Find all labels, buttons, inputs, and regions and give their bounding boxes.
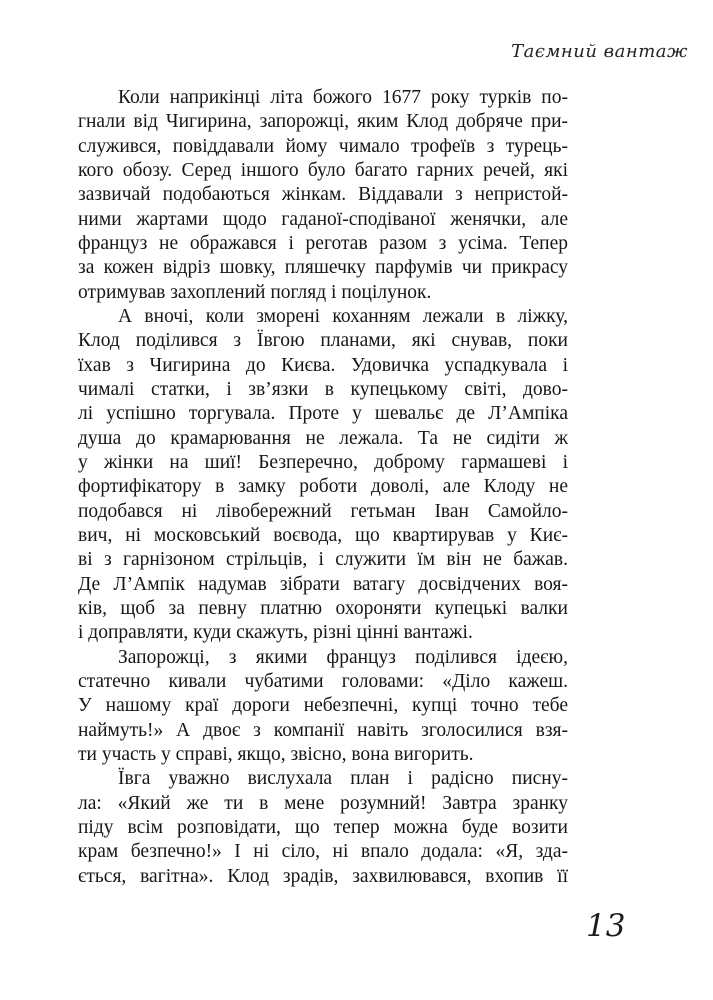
paragraph [78,767,568,889]
running-header: Таємний вантаж [511,41,688,62]
text-line: отримував захоплений погляд і поцілунок. [78,281,432,303]
text-line: А вночі, коли зморені коханням лежали в ліжку, [118,305,568,327]
text-line: лі успішно торгувала. Проте у шевальє де Л’Ампіка [78,403,568,425]
text-line: і доправляти, куди скажуть, різні цінні вантажі. [78,622,473,644]
text-line: У нашому краї дороги небезпечні, купці точно тебе [78,695,568,717]
text-line: зазвичай подобаються жінкам. Віддавали з непристой- [78,184,568,206]
text-line: француз не ображався і реготав разом з усіма. Тепер [78,232,568,254]
text-line: ків, щоб за певну платню охороняти купецькі валки [78,597,568,619]
paragraph [78,86,568,305]
text-line: ла: «Який же ти в мене розумний! Завтра зранку [78,792,568,814]
text-line: наймуть!» А двоє з компанії навіть зголосилися взя- [78,719,568,741]
text-line: вич, ні московський воєвода, що квартирував у Киє- [78,524,568,546]
text-line: Де Л’Ампік надумав зібрати ватагу досвідчених воя- [78,573,568,595]
text-line: Коли наприкінці літа божого 1677 року турків по- [118,87,568,108]
text-line: служився, повіддавали йому чимало трофеїв з турець- [78,135,568,157]
text-line: Запорожці, з якими француз поділився ідеєю, [118,646,568,668]
text-line: Клод поділився з Ївгою планами, які снував, поки [78,330,568,352]
text-line: гнали від Чигирина, запорожці, яким Клод добряче при- [78,111,568,133]
text-line: чималі статки, і зв’язки в купецькому світі, дово- [78,378,568,400]
text-line: кого обозу. Серед іншого було багато гарних речей, які [78,159,568,181]
text-line: ві з гарнізоном стрільців, і служити їм він не бажав. [78,549,568,571]
text-line: ти участь у справі, якщо, звісно, вона вигорить. [78,743,474,765]
text-line: статечно кивали чубатими головами: «Діло кажеш. [78,670,568,692]
body-text [78,86,568,889]
text-line: Ївга уважно вислухала план і радісно писну- [118,768,568,790]
text-line: піду всім розповідати, що тепер можна буде возити [78,816,568,838]
text-line: подобався ні лівобережний гетьман Іван Самойло- [78,500,568,522]
text-line: фортифікатору в замку роботи доволі, але Клоду не [78,476,568,498]
text-line: крам безпечно!» І ні сіло, ні впало додала: «Я, зда- [78,841,568,863]
text-line: за кожен відріз шовку, пляшечку парфумів чи прикрасу [78,257,568,279]
page-number: 13 [586,908,626,944]
paragraph [78,305,568,646]
paragraph [78,646,568,768]
text-line: душа до крамарювання не лежала. Та не сидіти ж [78,427,568,449]
text-line: ними жартами щодо гаданої-сподіваної женячки, але [78,208,568,230]
text-line: у жінки на шиї! Безперечно, доброму гармашеві і [78,451,568,473]
text-line: ється, вагітна». Клод зрадів, захвилювався, вхопив її [78,865,568,887]
text-line: їхав з Чигирина до Києва. Удовичка успадкувала і [78,354,568,376]
